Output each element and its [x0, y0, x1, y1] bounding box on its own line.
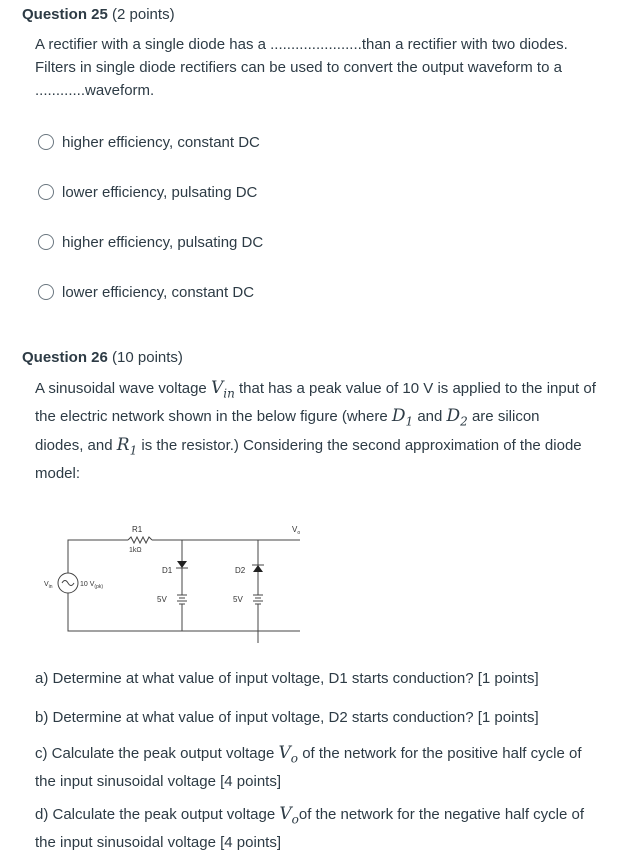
d2-symbol: $D_2$ — [446, 406, 468, 429]
option-label: lower efficiency, pulsating DC — [62, 183, 258, 201]
question-26-points: (10 points) — [112, 349, 183, 366]
question-25-line-3: ............waveform. — [35, 82, 155, 99]
question-25-title: Question 25 — [22, 6, 108, 23]
vin-label: $V_{in}$ — [44, 581, 53, 590]
vo-symbol: $V_o$ — [278, 743, 299, 766]
sub-question-d: d) Calculate the peak output voltage $V_oof$ the network for the negative half cycle of the input sinusoidal voltage [4 points] — [35, 804, 585, 852]
r1-symbol: $R_1$ — [116, 434, 138, 458]
sine-wave-icon — [62, 581, 74, 586]
sub-question-a: a) Determine at what value of input voltage, D1 starts conduction? [1 points] — [35, 670, 539, 687]
sub-question-c: c) Calculate the peak output voltage $V_o$ of the network for the positive half cycle of the input sinusoidal voltage [4 points] — [35, 743, 582, 791]
vo-symbol: $V_o$ — [279, 804, 299, 827]
wire-top-left — [68, 540, 128, 573]
circuit-diagram — [30, 515, 320, 655]
r1-label: R1 — [132, 525, 143, 534]
option-label: higher efficiency, pulsating DC — [62, 233, 264, 251]
d1-symbol: $D_1$ — [391, 406, 414, 429]
d2-label: D2 — [235, 566, 246, 575]
sub-question-b: b) Determine at what value of input voltage, D2 starts conduction? [1 points] — [35, 709, 539, 726]
wire-bottom — [68, 593, 300, 631]
radio-button[interactable] — [38, 134, 54, 150]
question-26-header — [22, 349, 183, 366]
option-label: lower efficiency, constant DC — [62, 283, 255, 301]
question-26-title: Question 26 — [22, 349, 108, 366]
question-26-line-2: the electric network shown in the below figure (where $D_1$ and $D_2$ are silicon — [35, 406, 540, 429]
option-1[interactable] — [38, 132, 260, 152]
vin-symbol: $V_{in}$ — [210, 378, 235, 401]
radio-button[interactable] — [38, 234, 54, 250]
resistor-r1 — [128, 537, 152, 543]
radio-button[interactable] — [38, 184, 54, 200]
vo-label: $V_o$ — [292, 525, 301, 536]
option-4[interactable] — [38, 282, 254, 302]
diode-d2-icon — [253, 565, 263, 572]
diode-d1-icon — [177, 561, 187, 568]
question-25-points: (2 points) — [112, 6, 175, 23]
question-26-line-4: model: — [35, 465, 81, 483]
r1-value: 1kΩ — [129, 547, 142, 554]
question-26-line-1: A sinusoidal wave voltage $V_{in}$ that has a peak value of 10 V is applied to the input of — [35, 378, 596, 401]
question-25-line-1: A rectifier with a single diode has a ......................than a rectifier with two diodes. — [35, 36, 568, 53]
radio-button[interactable] — [38, 284, 54, 300]
question-26-prompt — [35, 377, 620, 485]
option-label: higher efficiency, constant DC — [62, 133, 260, 151]
option-2[interactable] — [38, 182, 257, 202]
battery-2-label: 5V — [233, 595, 243, 604]
d1-label: D1 — [162, 566, 173, 575]
question-25-line-2: Filters in single diode rectifiers can be used to convert the output waveform to a — [35, 59, 562, 76]
question-26-line-3: diodes, and $R_1$ is the resistor.) Considering the second approximation of the diode — [35, 434, 582, 458]
source-label: 10 $V_{(pk)}$ — [80, 581, 104, 590]
question-25-prompt — [35, 33, 615, 102]
option-3[interactable] — [38, 232, 263, 252]
battery-1-label: 5V — [157, 595, 167, 604]
question-25-header — [22, 6, 175, 23]
